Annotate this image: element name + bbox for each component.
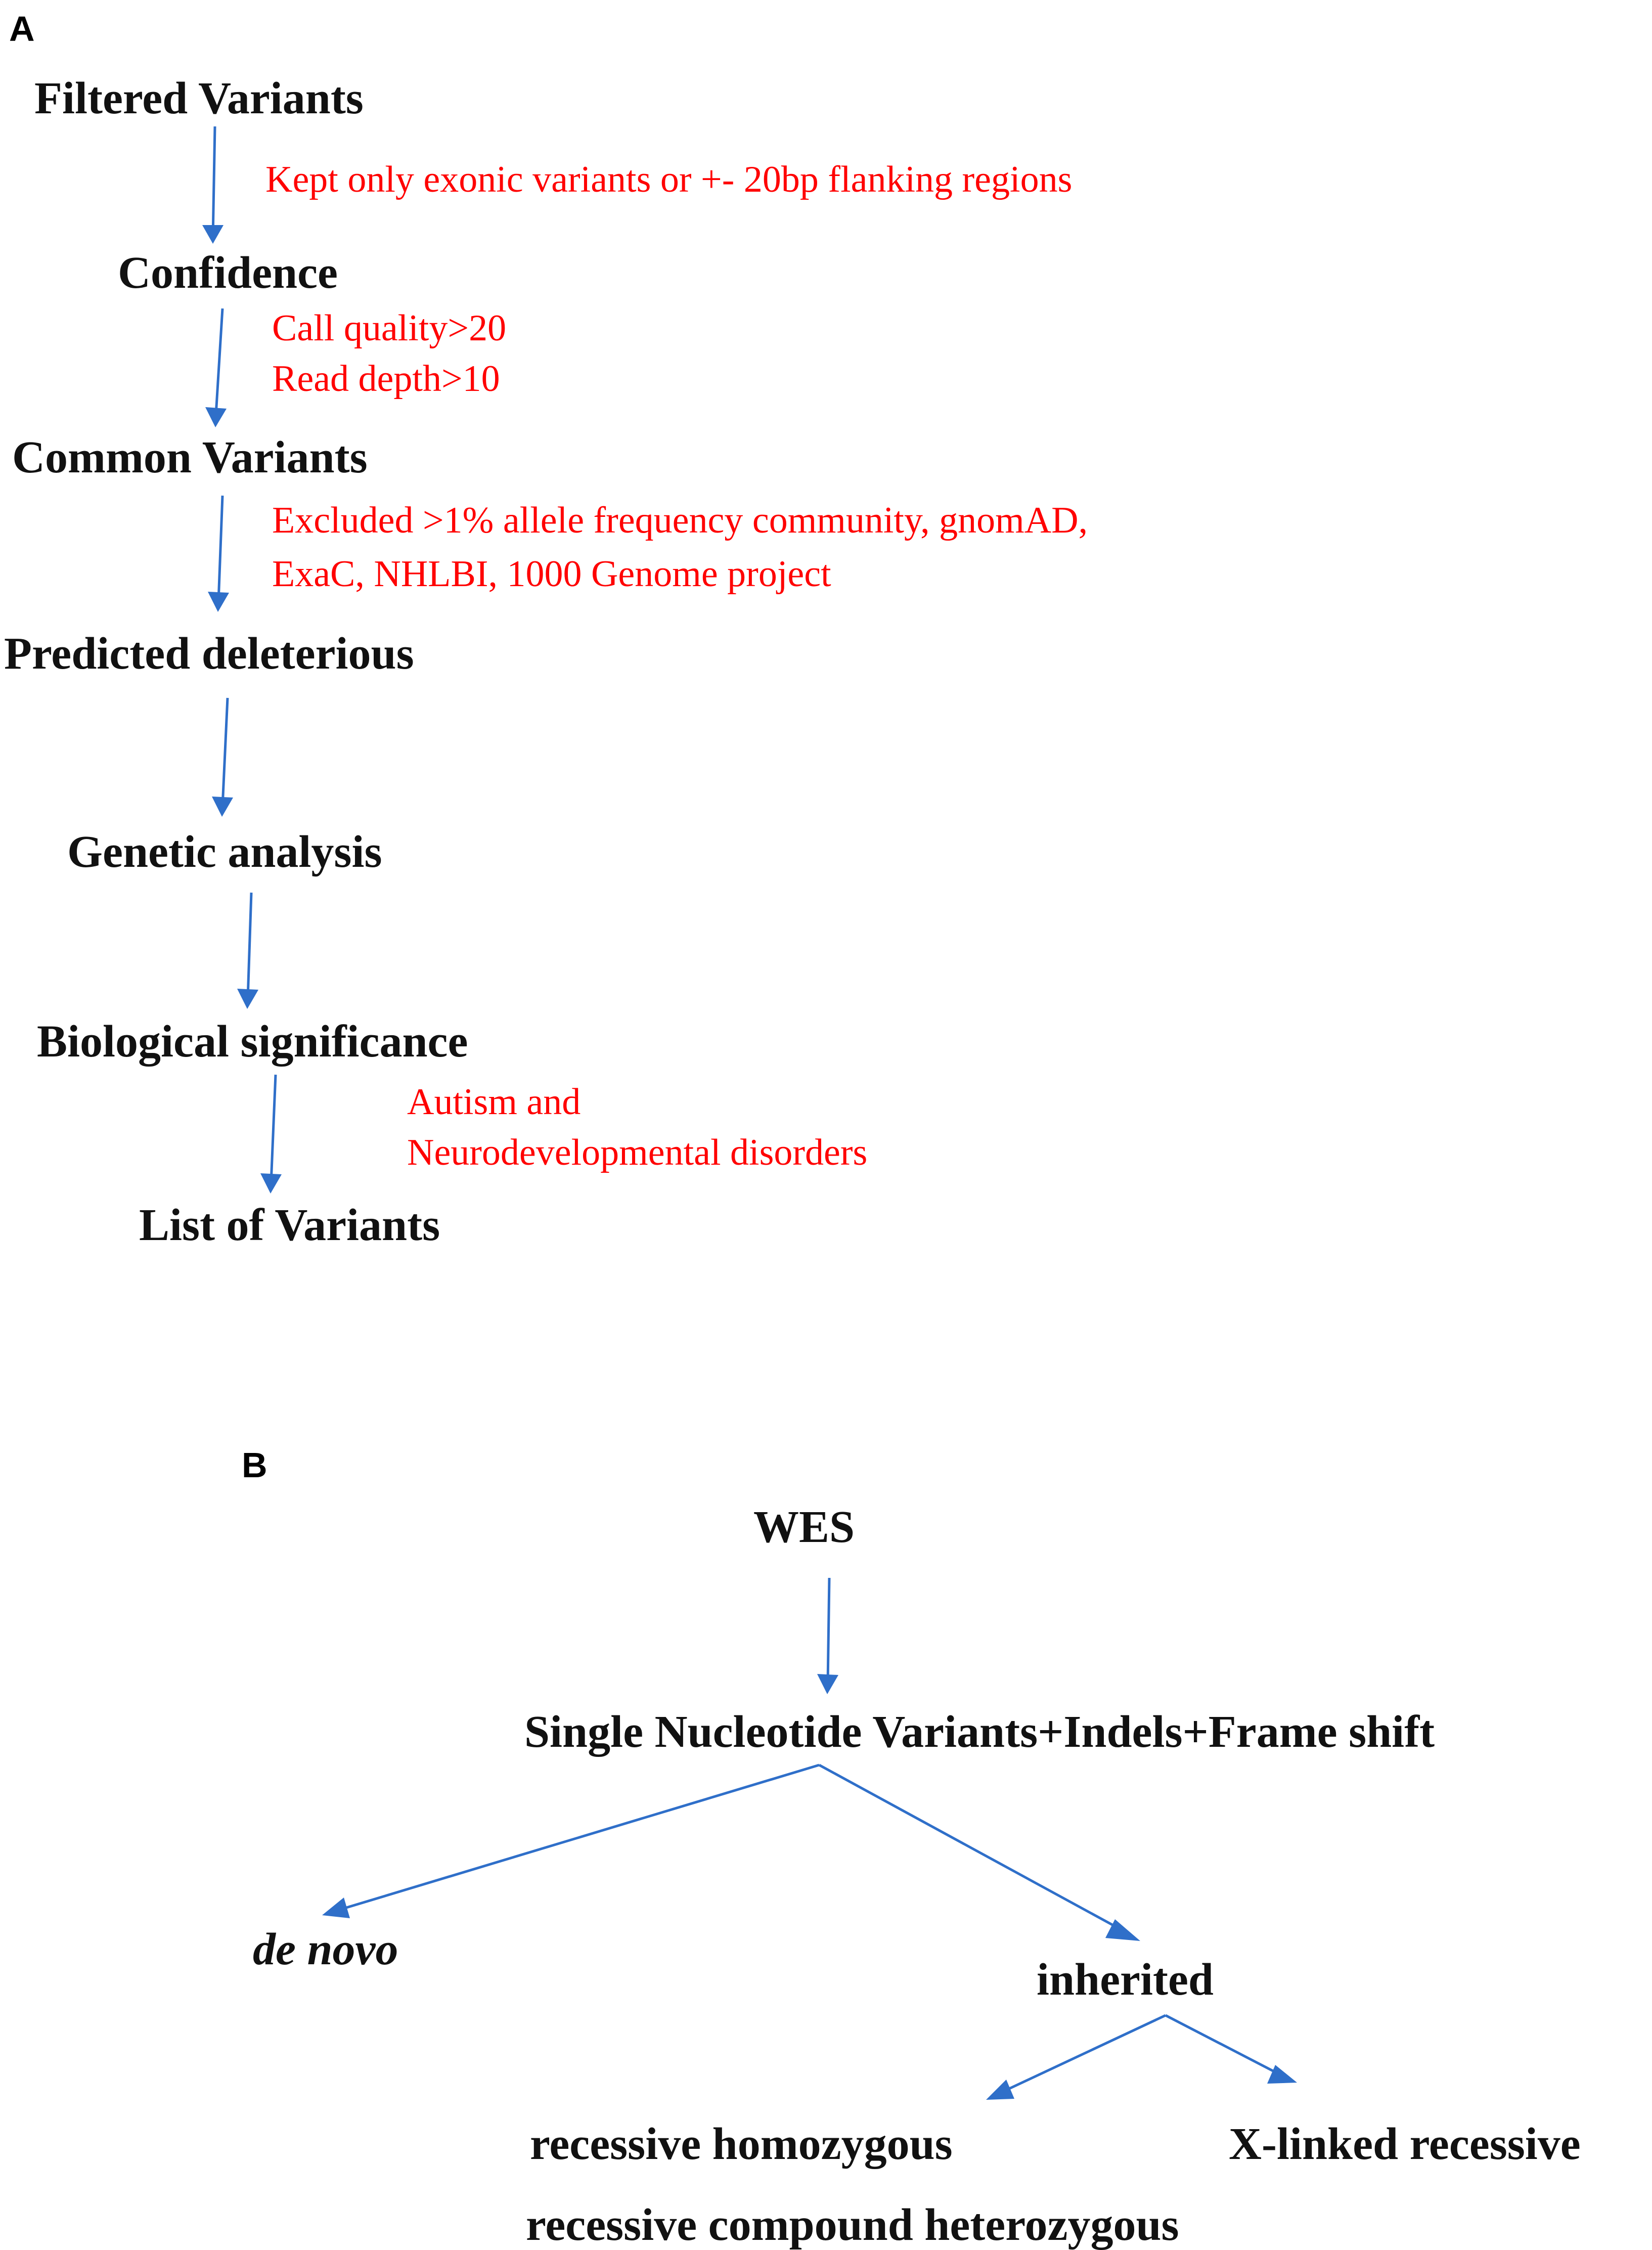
arrow-filtered-to-confidence-head bbox=[202, 225, 224, 244]
arrow-deleterious-to-genetic-head bbox=[212, 797, 233, 817]
panel-b-label: B bbox=[242, 1445, 267, 1485]
note-autism: Autism and bbox=[407, 1081, 581, 1123]
node-wes: WES bbox=[753, 1502, 855, 1552]
arrow-snv-to-de-novo-head bbox=[322, 1898, 350, 1918]
arrow-inherited-to-x-linked-head bbox=[1267, 2065, 1297, 2084]
arrow-inherited-to-x-linked bbox=[1166, 2015, 1283, 2076]
node-recessive-homozygous: recessive homozygous bbox=[530, 2119, 953, 2169]
arrow-wes-to-snv-head bbox=[817, 1674, 838, 1694]
arrow-snv-to-de-novo bbox=[341, 1765, 819, 1909]
arrow-inherited-to-recessive bbox=[1004, 2015, 1166, 2091]
node-confidence: Confidence bbox=[118, 248, 338, 298]
note-call-quality: Call quality>20 bbox=[272, 307, 507, 349]
node-predicted-deleterious: Predicted deleterious bbox=[4, 629, 414, 679]
node-list-of-variants: List of Variants bbox=[139, 1200, 440, 1250]
node-recessive-compound-heterozygous: recessive compound heterozygous bbox=[526, 2200, 1179, 2250]
arrow-filtered-to-confidence bbox=[213, 126, 215, 238]
node-genetic-analysis: Genetic analysis bbox=[67, 827, 382, 877]
note-neurodevelopmental: Neurodevelopmental disorders bbox=[407, 1132, 868, 1173]
arrow-wes-to-snv bbox=[828, 1578, 829, 1684]
arrow-biological-to-list-head bbox=[260, 1173, 282, 1194]
arrow-confidence-to-common-head bbox=[205, 407, 227, 427]
arrow-snv-to-inherited bbox=[819, 1765, 1123, 1930]
note-excluded-line-1: Excluded >1% allele frequency community, gnomAD, bbox=[272, 500, 1088, 541]
arrow-common-to-deleterious bbox=[218, 496, 222, 602]
arrow-genetic-to-biological-head bbox=[237, 989, 258, 1009]
arrow-biological-to-list bbox=[271, 1075, 276, 1183]
arrow-inherited-to-recessive-head bbox=[986, 2080, 1014, 2100]
note-excluded-line-2: ExaC, NHLBI, 1000 Genome project bbox=[272, 553, 831, 595]
node-snv-indels-frameshift: Single Nucleotide Variants+Indels+Frame shift bbox=[524, 1707, 1435, 1757]
arrow-common-to-deleterious-head bbox=[208, 592, 229, 612]
node-common-variants: Common Variants bbox=[12, 432, 368, 482]
note-exonic-variants: Kept only exonic variants or +- 20bp flanking regions bbox=[265, 159, 1073, 200]
panel-a-label: A bbox=[9, 9, 35, 49]
arrow-confidence-to-common bbox=[216, 308, 222, 415]
node-filtered-variants: Filtered Variants bbox=[34, 73, 364, 123]
node-de-novo: de novo bbox=[253, 1924, 398, 1974]
arrow-deleterious-to-genetic bbox=[222, 698, 228, 807]
arrow-genetic-to-biological bbox=[248, 893, 251, 999]
node-x-linked-recessive: X-linked recessive bbox=[1229, 2119, 1581, 2169]
node-biological-significance: Biological significance bbox=[37, 1017, 468, 1067]
node-inherited: inherited bbox=[1037, 1955, 1214, 2005]
note-read-depth: Read depth>10 bbox=[272, 358, 500, 400]
